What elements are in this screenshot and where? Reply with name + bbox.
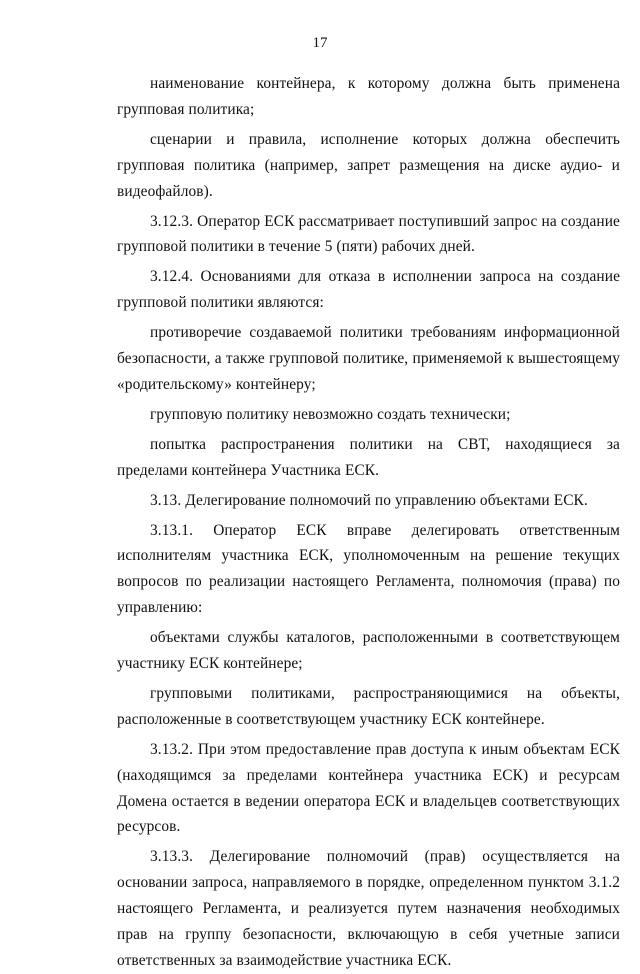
paragraph-outside-container: попытка распространения политики на СВТ, находящиеся за пределами контейнера Участника ЕСК. [117, 435, 620, 479]
paragraph-container-name: наименование контейнера, к которому должна быть применена групповая политика; [117, 75, 620, 118]
paragraph-3-13-3: 3.13.3. Делегирование полномочий (прав) осуществляется на основании запроса, направляемого в порядке, определенном пунктом 3.1.2 настоящего Регламента, и реализуется путем назначения необходимых прав на группу безопасности, включающую в себя учетные записи ответственных за взаимодействие участника ЕСК. [117, 848, 620, 969]
paragraph-directory-objects: объектами службы каталогов, расположенными в соответствующем участнику ЕСК контейнере; [117, 629, 620, 673]
paragraph-group-policies: групповыми политиками, распространяющимися на объекты, расположенные в соответствующем участнику ЕСК контейнере. [117, 684, 620, 728]
paragraph-3-13-2: 3.13.2. При этом предоставление прав доступа к иным объектам ЕСК (находящимся за пределами контейнера участника ЕСК) и ресурсам Домена остается в ведении оператора ЕСК и владельцев соответствующих ресурсов. [117, 740, 620, 836]
page-number: 17 [312, 35, 328, 51]
paragraph-3-13: 3.13. Делегирование полномочий по управлению объектами ЕСК. [150, 491, 588, 509]
paragraph-technically-impossible: групповую политику невозможно создать технически; [150, 405, 511, 423]
paragraph-3-13-1: 3.13.1. Оператор ЕСК вправе делегировать ответственным исполнителям участника ЕСК, уполномоченным на решение текущих вопросов по реализации настоящего Регламента, полномочия (права) по управлению: [117, 521, 620, 617]
paragraph-scenarios: сценарии и правила, исполнение которых должна обеспечить групповая политика (например, запрет размещения на диске аудио- и видеофайлов). [117, 130, 620, 200]
document-body [117, 71, 620, 974]
paragraph-contradiction: противоречие создаваемой политики требованиям информационной безопасности, а также групповой политике, применяемой к вышестоящему «родительскому» контейнеру; [117, 324, 620, 393]
paragraph-3-12-4: 3.12.4. Основаниями для отказа в исполнении запроса на создание групповой политики являются: [117, 268, 620, 312]
paragraph-3-12-3: 3.12.3. Оператор ЕСК рассматривает поступивший запрос на создание групповой политики в течение 5 (пяти) рабочих дней. [117, 212, 620, 256]
